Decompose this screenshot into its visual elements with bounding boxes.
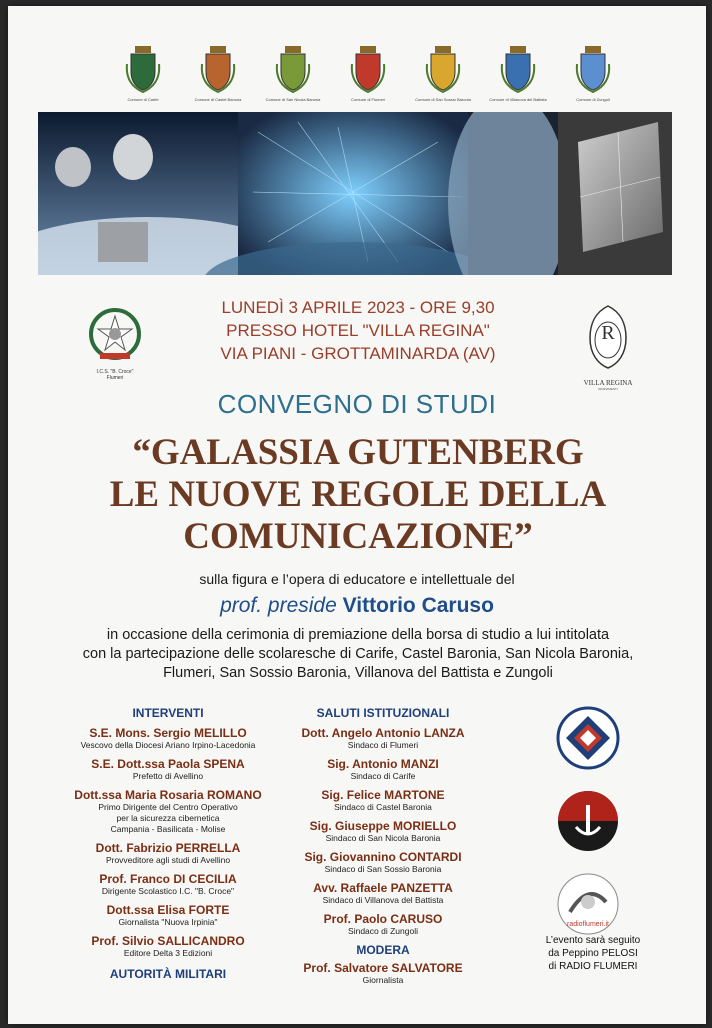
honoree-prefix: prof. preside [220, 594, 337, 617]
municipal-crest [258, 44, 328, 114]
speaker-role: Editore Delta 3 Edizioni [123, 948, 213, 958]
title-line-2: LE NUOVE REGOLE DELLA [109, 474, 607, 515]
moderator-role: Giornalista [362, 975, 404, 985]
crest-caption: Comune di Villanova del Battista [489, 97, 547, 102]
speaker-entry [48, 934, 288, 959]
hotel-subtitle: RICEVIMENTI [598, 387, 618, 391]
moderator-name: Prof. Salvatore SALVATORE [303, 961, 463, 975]
speaker-name: Prof. Franco DI CECILIA [99, 872, 237, 886]
speaker-name: Dott. Fabrizio PERRELLA [95, 841, 241, 855]
speaker-entry [283, 881, 483, 906]
speaker-role: Sindaco di Carife [350, 771, 416, 781]
occasion-line-1: in occasione della cerimonia di premiazione della borsa di studio a lui intitolata [106, 627, 610, 643]
occasion-line-2: con la partecipazione delle scolaresche di Carife, Castel Baronia, San Nicola Baronia, [82, 646, 634, 662]
speaker-entry [283, 912, 483, 937]
speaker-entry [48, 788, 288, 835]
speaker-role: Sindaco di Zungoli [348, 926, 418, 936]
speaker-entry [48, 726, 288, 751]
speaker-role: Dirigente Scolastico I.C. "B. Croce" [101, 886, 235, 896]
speaker-role: Sindaco di Villanova del Battista [322, 895, 444, 905]
honoree [8, 594, 706, 618]
school-name-line-2: Flumeri [106, 375, 124, 381]
speaker-role: Sindaco di Castel Baronia [334, 802, 432, 812]
saluti-heading: SALUTI ISTITUZIONALI [316, 706, 450, 720]
speaker-entry [283, 788, 483, 813]
moderator-entry [283, 961, 483, 986]
speaker-entry [283, 757, 483, 782]
navy-association-badge-icon [556, 789, 620, 853]
municipal-crest [408, 44, 478, 114]
coat-of-arms-icon [273, 44, 313, 94]
speaker-role: Vescovo della Diocesi Ariano Irpino-Lacedonia [80, 740, 256, 750]
speaker-role: per la sicurezza cibernetica [116, 813, 220, 823]
saluti-column [283, 706, 483, 992]
event-date: LUNEDÌ 3 APRILE 2023 - ORE 9,30 [221, 298, 495, 317]
speaker-role: Campania - Basilicata - Molise [110, 824, 226, 834]
coat-of-arms-icon [123, 44, 163, 94]
crest-caption: Comune di San Sossio Baronia [415, 97, 471, 102]
coat-of-arms-icon [423, 44, 463, 94]
civil-protection-badge-icon [556, 706, 620, 770]
school-name-line-1: I.C.S. "B. Croce" [96, 369, 134, 375]
speaker-name: S.E. Dott.ssa Paola SPENA [91, 757, 245, 771]
hotel-logo [568, 304, 648, 391]
speaker-name: Sig. Giuseppe MORIELLO [309, 819, 457, 833]
speaker-entry [283, 726, 483, 751]
conference-title [68, 432, 648, 558]
speaker-entry [283, 850, 483, 875]
radio-coverage-note [523, 934, 663, 973]
radio-note-line-1: L’evento sarà seguito [545, 935, 641, 946]
municipal-crest [183, 44, 253, 114]
event-type-heading: CONVEGNO DI STUDI [217, 389, 497, 419]
space-banner-image [38, 112, 672, 275]
hotel-name: VILLA REGINA [583, 379, 633, 387]
speaker-entry [283, 819, 483, 844]
coat-of-arms-icon [573, 44, 613, 94]
military-authorities: AUTORITÀ MILITARI [109, 967, 227, 981]
honoree-name: Vittorio Caruso [342, 594, 494, 617]
speaker-entry [48, 903, 288, 928]
occasion-line-3: Flumeri, San Sossio Baronia, Villanova del Battista e Zungoli [163, 665, 553, 681]
municipal-crest [483, 44, 553, 114]
speaker-entry [48, 872, 288, 897]
title-line-3: COMUNICAZIONE” [183, 516, 533, 557]
speaker-name: Dott.ssa Maria Rosaria ROMANO [74, 788, 262, 802]
sponsor-badges [556, 706, 636, 955]
italian-republic-emblem-icon [86, 306, 144, 364]
coat-of-arms-icon [348, 44, 388, 94]
radio-note-line-3: di RADIO FLUMERI [548, 961, 638, 972]
coat-of-arms-icon [498, 44, 538, 94]
radio-note-line-2: da Peppino PELOSI [548, 948, 638, 959]
crest-caption: Comune di Castel Baronia [194, 97, 242, 102]
coat-of-arms-icon [198, 44, 238, 94]
speaker-name: S.E. Mons. Sergio MELILLO [89, 726, 247, 740]
title-line-1: “GALASSIA GUTENBERG [132, 432, 584, 473]
speaker-role: Giornalista "Nuova Irpinia" [118, 917, 218, 927]
speaker-name: Dott. Angelo Antonio LANZA [301, 726, 465, 740]
speaker-role: Sindaco di Flumeri [347, 740, 419, 750]
speaker-name: Dott.ssa Elisa FORTE [106, 903, 230, 917]
speaker-role: Primo Dirigente del Centro Operativo [98, 802, 238, 812]
municipal-crest [108, 44, 178, 114]
speaker-name: Sig. Giovannino CONTARDI [304, 850, 462, 864]
speaker-role: Provveditore agli studi di Avellino [105, 855, 231, 865]
speaker-name: Prof. Paolo CARUSO [323, 912, 443, 926]
radio-logo-label: radioflumeri.it [566, 921, 610, 928]
moderator-heading: MODERA [356, 943, 410, 957]
interventi-column [48, 706, 288, 981]
municipal-crest [558, 44, 628, 114]
crest-caption: Comune di Flumeri [351, 97, 385, 102]
occasion-text [68, 626, 648, 683]
speaker-name: Avv. Raffaele PANZETTA [313, 881, 453, 895]
radio-flumeri-logo-icon [556, 872, 620, 936]
speaker-role: Sindaco di San Nicola Baronia [325, 833, 441, 843]
speaker-name: Sig. Felice MARTONE [321, 788, 445, 802]
event-details [158, 296, 558, 365]
subtitle: sulla figura e l’opera di educatore e intellettuale del [199, 571, 515, 587]
speaker-role: Prefetto di Avellino [132, 771, 204, 781]
school-emblem [80, 306, 150, 381]
crest-caption: Comune di San Nicola Baronia [265, 97, 321, 102]
event-venue: PRESSO HOTEL "VILLA REGINA" [226, 321, 490, 340]
crest-caption: Comune di Zungoli [576, 97, 610, 102]
speaker-entry [48, 757, 288, 782]
speaker-role: Sindaco di San Sossio Baronia [324, 864, 442, 874]
speaker-name: Sig. Antonio MANZI [327, 757, 439, 771]
municipal-crest [333, 44, 403, 114]
municipal-crests [108, 44, 628, 114]
crest-caption: Comune di Carife [127, 97, 159, 102]
speaker-name: Prof. Silvio SALLICANDRO [91, 934, 245, 948]
speaker-entry [48, 841, 288, 866]
poster [8, 6, 706, 1024]
event-address: VIA PIANI - GROTTAMINARDA (AV) [220, 344, 496, 363]
hotel-initial: R [601, 322, 615, 344]
interventi-heading: INTERVENTI [132, 706, 204, 720]
